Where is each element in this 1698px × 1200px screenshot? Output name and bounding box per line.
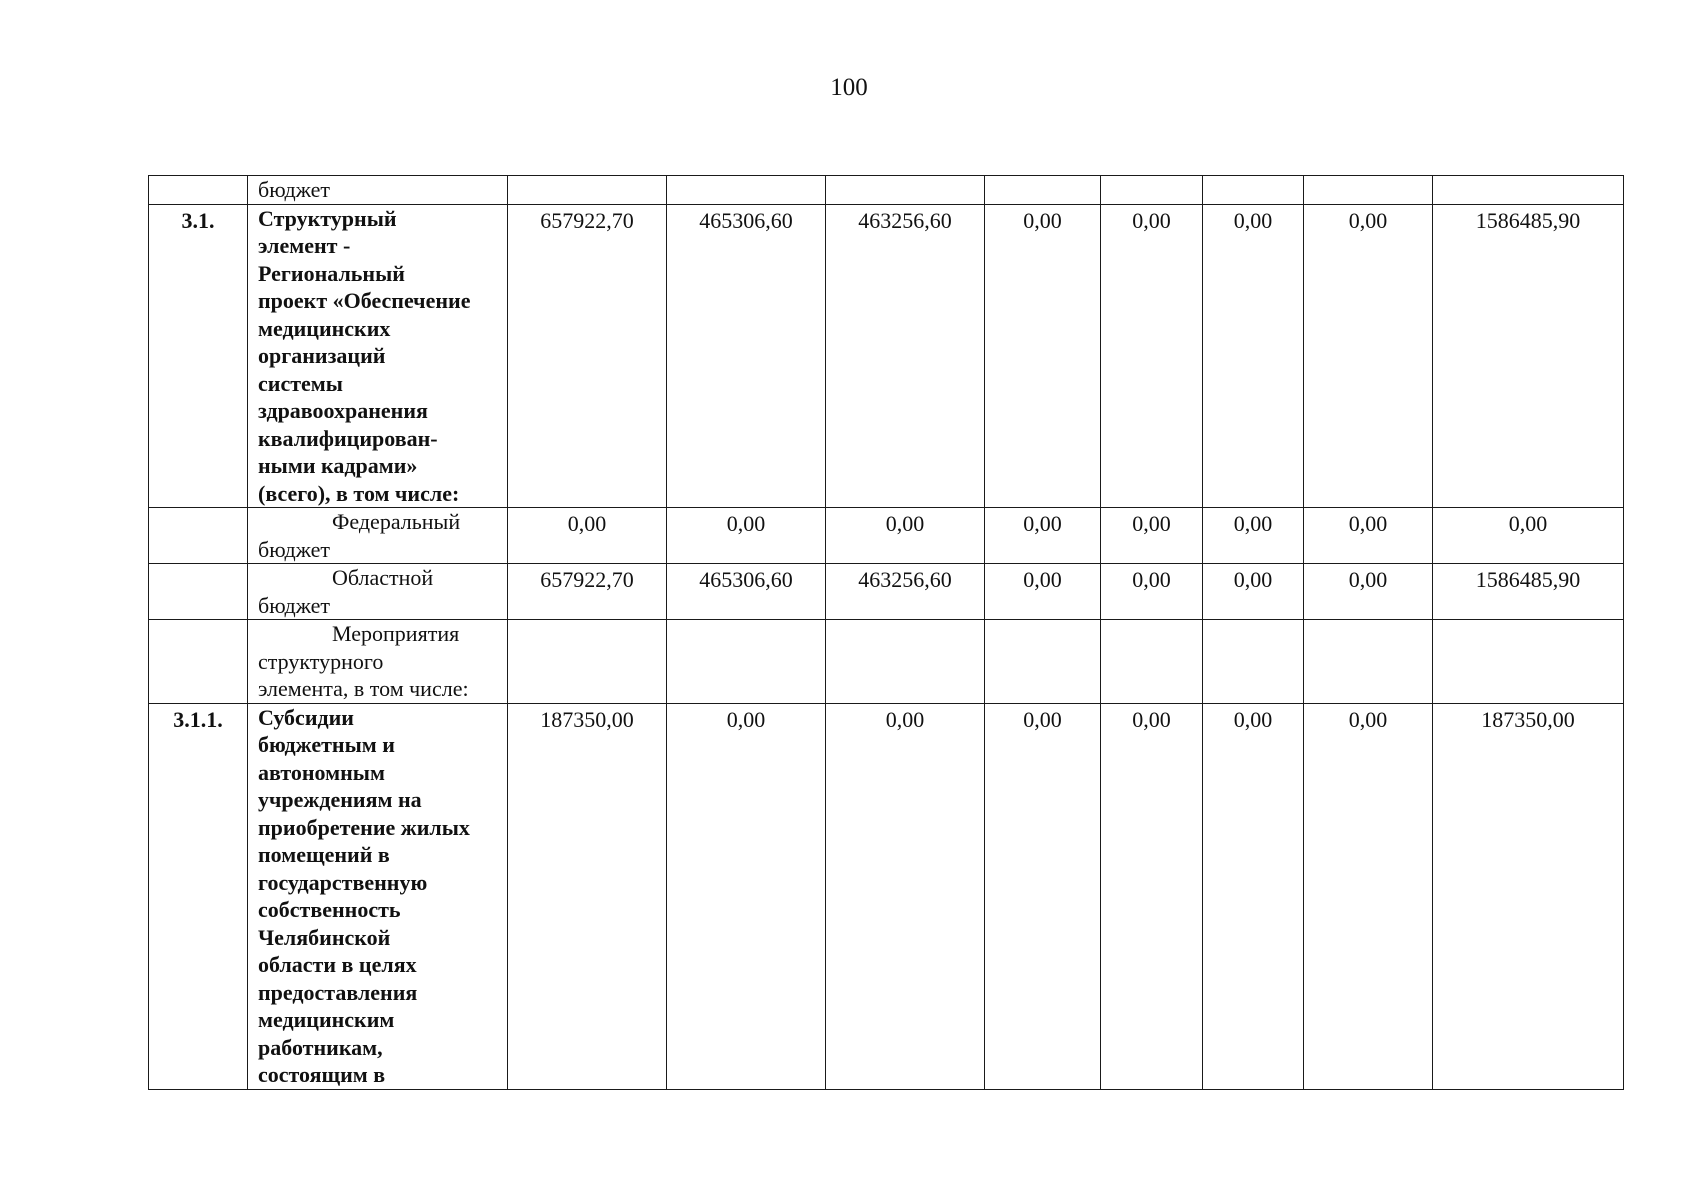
- row-name-line: состоящим в: [258, 1062, 386, 1087]
- row-name-line: медицинским: [258, 1007, 395, 1032]
- value-cell: 465306,60: [667, 204, 826, 508]
- row-name-line: бюджет: [258, 592, 330, 618]
- row-number: 3.1.: [149, 204, 248, 508]
- row-number: 3.1.1.: [149, 703, 248, 1089]
- row-name-line: квалифицирован-: [258, 425, 438, 451]
- value-cell: 463256,60: [826, 564, 985, 620]
- value-cell: 0,00: [985, 564, 1101, 620]
- value-cell: 0,00: [508, 508, 667, 564]
- row-name: [248, 508, 508, 564]
- value-cell: 0,00: [1304, 204, 1433, 508]
- row-name-line: организаций: [258, 343, 386, 368]
- row-name-line: бюджет: [258, 536, 330, 562]
- value-cell: 0,00: [667, 703, 826, 1089]
- row-name-line: области в целях: [258, 952, 417, 977]
- value-cell: 0,00: [1304, 564, 1433, 620]
- row-name-line: приобретение жилых: [258, 814, 470, 840]
- row-name-line: учреждениям на: [258, 787, 422, 812]
- row-name: [248, 703, 508, 1089]
- row-name-line: работникам,: [258, 1034, 383, 1060]
- row-name-line: Федеральный: [332, 509, 461, 534]
- value-cell: 0,00: [1304, 508, 1433, 564]
- value-cell: 0,00: [1101, 508, 1203, 564]
- row-name-line: (всего), в том числе:: [258, 480, 460, 506]
- value-cell: [985, 620, 1101, 704]
- row-name-line: медицинских: [258, 315, 391, 341]
- row-name-line: элемента, в том числе:: [258, 676, 469, 701]
- value-cell: 187350,00: [1433, 703, 1624, 1089]
- value-cell: [1433, 176, 1624, 205]
- row-name: [248, 564, 508, 620]
- value-cell: [667, 620, 826, 704]
- value-cell: 0,00: [1101, 204, 1203, 508]
- row-name-line: государственную: [258, 869, 428, 895]
- table-row: [149, 564, 1624, 620]
- page-number: 100: [830, 74, 868, 101]
- value-cell: 1586485,90: [1433, 564, 1624, 620]
- row-name-line: системы: [258, 370, 343, 396]
- table-row: [149, 620, 1624, 704]
- table-row: [149, 508, 1624, 564]
- row-name-line: Областной: [332, 565, 434, 590]
- value-cell: [826, 176, 985, 205]
- value-cell: [826, 620, 985, 704]
- value-cell: [508, 176, 667, 205]
- row-name-line: Мероприятия: [332, 621, 460, 646]
- row-name-line: элемент -: [258, 233, 351, 258]
- value-cell: 0,00: [985, 703, 1101, 1089]
- value-cell: 0,00: [1433, 508, 1624, 564]
- value-cell: 0,00: [985, 508, 1101, 564]
- value-cell: 0,00: [826, 703, 985, 1089]
- row-name-line: проект «Обеспечение: [258, 288, 471, 313]
- value-cell: [1304, 620, 1433, 704]
- row-number: [149, 508, 248, 564]
- value-cell: 657922,70: [508, 204, 667, 508]
- value-cell: 0,00: [985, 204, 1101, 508]
- value-cell: 0,00: [1203, 564, 1304, 620]
- row-name-line: Структурный: [258, 205, 397, 231]
- value-cell: 0,00: [667, 508, 826, 564]
- value-cell: 0,00: [1203, 508, 1304, 564]
- row-name-line: структурного: [258, 648, 384, 674]
- row-number: [149, 620, 248, 704]
- value-cell: [508, 620, 667, 704]
- value-cell: 1586485,90: [1433, 204, 1624, 508]
- row-name-line: ными кадрами»: [258, 453, 418, 478]
- row-name-line: здравоохранения: [258, 398, 428, 423]
- row-name-line: автономным: [258, 759, 385, 785]
- value-cell: 0,00: [1203, 703, 1304, 1089]
- value-cell: 465306,60: [667, 564, 826, 620]
- row-name-line: предоставления: [258, 979, 418, 1005]
- value-cell: [1203, 620, 1304, 704]
- value-cell: [1101, 176, 1203, 205]
- value-cell: 657922,70: [508, 564, 667, 620]
- table-row: [149, 204, 1624, 508]
- value-cell: [1304, 176, 1433, 205]
- row-name-line: помещений в: [258, 842, 390, 867]
- row-name-line: Челябинской: [258, 924, 391, 950]
- table-row: [149, 703, 1624, 1089]
- row-name: [248, 620, 508, 704]
- value-cell: 0,00: [1101, 564, 1203, 620]
- table-row: [149, 176, 1624, 205]
- row-name-line: Субсидии: [258, 704, 354, 730]
- value-cell: 0,00: [1203, 204, 1304, 508]
- row-number: [149, 176, 248, 205]
- value-cell: [1203, 176, 1304, 205]
- value-cell: 0,00: [1304, 703, 1433, 1089]
- budget-table: [148, 175, 1624, 1090]
- value-cell: 463256,60: [826, 204, 985, 508]
- row-name-line: собственность: [258, 897, 401, 922]
- row-name-line: бюджет: [258, 177, 330, 202]
- value-cell: [667, 176, 826, 205]
- row-number: [149, 564, 248, 620]
- value-cell: 187350,00: [508, 703, 667, 1089]
- row-name: [248, 204, 508, 508]
- row-name-line: Региональный: [258, 260, 405, 286]
- row-name: [248, 176, 508, 205]
- value-cell: [985, 176, 1101, 205]
- value-cell: 0,00: [826, 508, 985, 564]
- value-cell: [1101, 620, 1203, 704]
- row-name-line: бюджетным и: [258, 732, 395, 757]
- value-cell: 0,00: [1101, 703, 1203, 1089]
- value-cell: [1433, 620, 1624, 704]
